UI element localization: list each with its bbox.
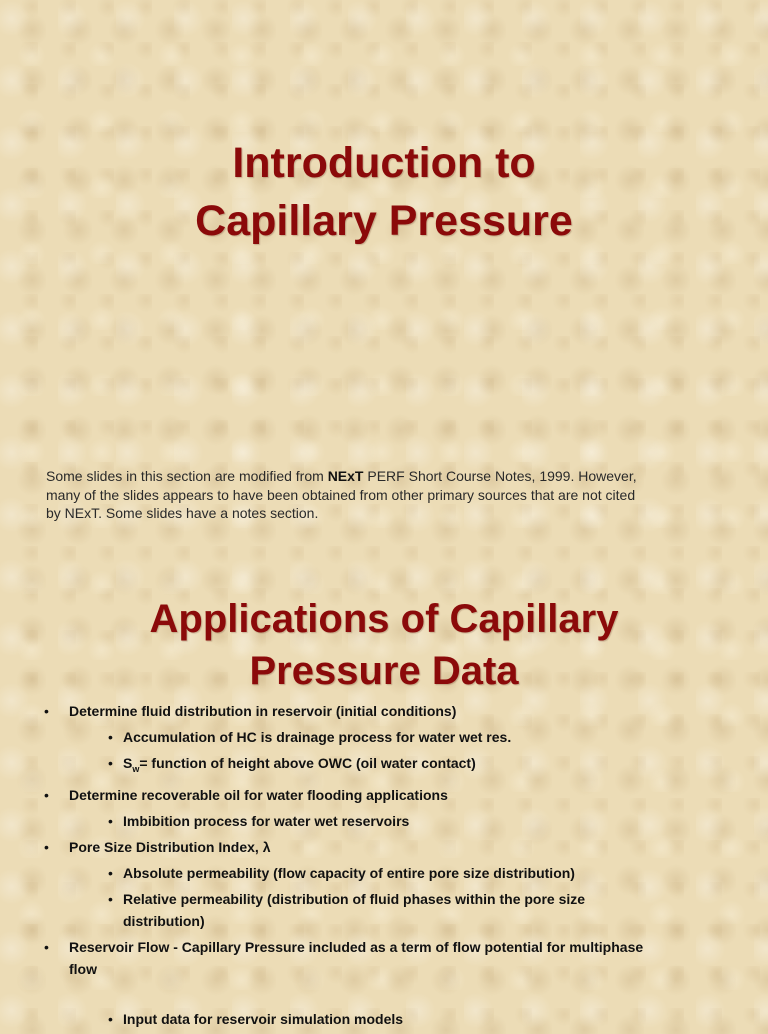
slide2-title: [0, 593, 768, 697]
slide2-title-line1: Applications of Capillary: [149, 597, 619, 641]
slide1-title-line1: Introduction to: [232, 139, 536, 187]
bullet-marker: •: [108, 864, 113, 881]
water-saturation-subscript: w: [132, 763, 140, 774]
bullet-marker: •: [44, 838, 49, 855]
list-item: [0, 784, 649, 806]
applications-list: [0, 700, 768, 1034]
list-item-text: Absolute permeability (flow capacity of entire pore size distribution): [123, 864, 575, 881]
source-note-bold: NExT: [327, 468, 364, 484]
slide1-title: [0, 134, 768, 250]
list-item-text-rest: = function of height above OWC (oil water contact): [139, 755, 476, 771]
water-saturation-symbol: S: [123, 755, 133, 771]
bullet-marker: •: [108, 812, 113, 829]
list-item: [0, 862, 653, 884]
list-item-text: Imbibition process for water wet reservoirs: [123, 812, 410, 829]
list-item: [0, 936, 649, 980]
list-item: [0, 726, 653, 748]
bullet-marker: •: [108, 755, 113, 771]
list-item-text: Relative permeability (distribution of fluid phases within the pore size distribution): [123, 890, 586, 929]
bullet-marker: •: [44, 786, 49, 803]
slide2-title-line2: Pressure Data: [249, 649, 519, 693]
source-note-prefix: Some slides in this section are modified from: [46, 468, 328, 484]
source-note-suffix: PERF Short Course Notes, 1999. However, many of the slides appears to have been obtained from other primary sources that are not cited by NExT. Some slides have a notes section.: [46, 468, 637, 521]
bullet-marker: •: [44, 938, 49, 955]
list-item-text: Pore Size Distribution Index, λ: [69, 838, 271, 855]
list-item-text: Accumulation of HC is drainage process for water wet res.: [123, 729, 512, 745]
list-item-text: Reservoir Flow - Capillary Pressure included as a term of flow potential for multiphase flow: [69, 938, 644, 977]
list-item: [0, 836, 649, 858]
list-item: [0, 752, 653, 780]
bullet-marker: •: [108, 729, 113, 745]
list-item: [0, 810, 653, 832]
bullet-marker: •: [108, 890, 113, 907]
bullet-marker: •: [108, 1010, 113, 1027]
source-note: [46, 467, 646, 523]
list-item-text: Determine fluid distribution in reservoir (initial conditions): [69, 703, 457, 719]
list-item-text: Determine recoverable oil for water flooding applications: [69, 786, 448, 803]
bullet-marker: •: [44, 703, 49, 719]
list-item: [0, 700, 649, 722]
list-item-text: Input data for reservoir simulation models: [123, 1010, 404, 1027]
list-item: [0, 888, 653, 932]
list-item: [0, 1008, 653, 1030]
slide1-title-line2: Capillary Pressure: [195, 197, 573, 245]
list-item-text: [123, 755, 476, 774]
